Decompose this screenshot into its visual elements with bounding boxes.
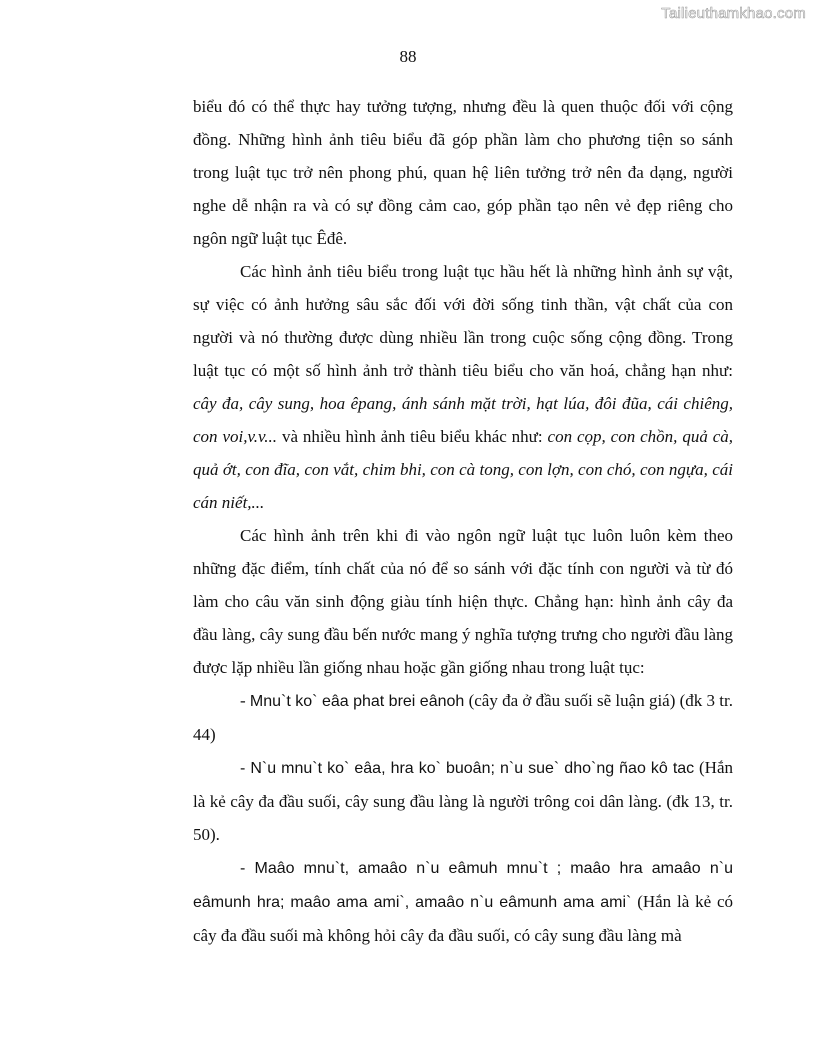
quote-1 <box>193 684 733 751</box>
italic-examples-2: con cọp, con chồn, quả cà, quả ớt, con đĩa, con vắt, chim bhi, con cà tong, con lợn, con chó, con ngựa, cái cán niết,... <box>193 427 734 512</box>
quote-1-translation: (cây đa ở đầu suối sẽ luận giá) (đk 3 tr. 44) <box>193 691 734 744</box>
quote-2 <box>193 751 733 851</box>
page-number: 88 <box>399 47 417 66</box>
page-body <box>193 90 733 952</box>
quote-1-ede-text: Mnu`t ko` eâa phat brei eânoh <box>249 693 465 710</box>
paragraph-text: Các hình ảnh tiêu biểu trong luật tục hầu hết là những hình ảnh sự vật, sự việc có ảnh hưởng sâu sắc đối với đời sống tinh thần, vật chất của con người và nó thường được dùng nhiều lần trong cuộc sống cộng đồng. Trong luật tục có một số hình ảnh trở thành tiêu biểu cho văn hoá, chẳng hạn như: <box>193 262 733 380</box>
paragraph-images-in-law: Các hình ảnh trên khi đi vào ngôn ngữ luật tục luôn luôn kèm theo những đặc điểm, tính chất của nó để so sánh với đặc tính con người và từ đó làm cho câu văn sinh động giàu tính hiện thực. Chẳng hạn: hình ảnh cây đa đầu làng, cây sung đầu bến nước mang ý nghĩa tượng trưng cho người đầu làng được lặp nhiều lần giống nhau hoặc gần giống nhau trong luật tục: <box>193 526 733 677</box>
paragraph-typical-images <box>193 255 733 519</box>
quote-2-ede-text: - N`u mnu`t ko` eâa, hra ko` buoân; n`u sue` dho`ng ñao kô tac <box>240 760 695 777</box>
watermark: Tailieuthamkhao.com <box>661 5 806 22</box>
paragraph-continuation: biểu đó có thể thực hay tưởng tượng, nhưng đều là quen thuộc đối với cộng đồng. Những hình ảnh tiêu biểu đã góp phần làm cho phương tiện so sánh trong luật tục trở nên phong phú, quan hệ liên tưởng trở nên đa dạng, người nghe dễ nhận ra và có sự đồng cảm cao, góp phần tạo nên vẻ đẹp riêng cho ngôn ngữ luật tục Êđê. <box>193 97 733 248</box>
quote-3-ede-text: - Maâo mnu`t, amaâo n`u eâmuh mnu`t ; maâo hra amaâo n`u eâmunh hra; maâo ama ami`, amaâo n`u eâmunh ama ami` <box>193 860 733 911</box>
quote-2-translation: (Hắn là kẻ cây đa đầu suối, cây sung đầu làng là người trông coi dân làng. (đk 13, tr. 50). <box>193 758 733 844</box>
quote-3 <box>193 851 733 952</box>
paragraph-text-mid: và nhiều hình ảnh tiêu biểu khác như: <box>277 427 548 446</box>
quote-1-prefix: - <box>240 691 250 710</box>
quote-3-translation: (Hắn là kẻ có cây đa đầu suối mà không hỏi cây đa đầu suối, có cây sung đầu làng mà <box>193 892 734 945</box>
italic-examples: cây đa, cây sung, hoa êpang, ánh sánh mặt trời, hạt lúa, đôi đũa, cái chiêng, con voi,v.v... <box>193 394 733 446</box>
